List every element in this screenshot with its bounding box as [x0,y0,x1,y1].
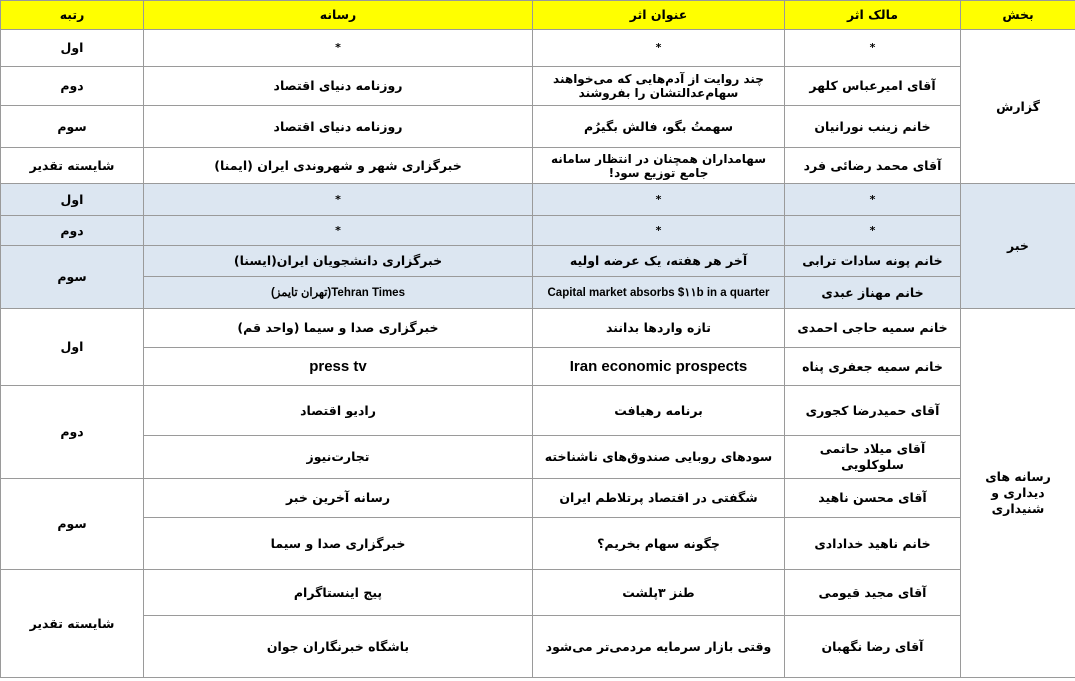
owner-cell: خانم پونه سادات ترابی [785,246,961,277]
owner-cell: خانم زینب نورانیان [785,106,961,148]
title-cell: سهامداران همچنان در انتظار سامانه جامع توزیع سود! [533,148,785,184]
title-cell: سودهای روبایی صندوق‌های ناشناخته [533,436,785,479]
title-cell: چند روایت از آدم‌هایی که می‌خواهند سهام‌عدالتشان را بفروشند [533,67,785,106]
table-row [1,246,1075,277]
title-cell: شگفتی در اقتصاد پرتلاطم ایران [533,479,785,518]
section-cell: خبر [961,184,1075,309]
table-row [1,479,1075,518]
rank-cell: اول [1,184,144,216]
header-title: عنوان اثر [533,1,785,30]
media-cell: روزنامه دنیای اقتصاد [144,67,533,106]
media-cell: پیج اینستاگرام [144,570,533,616]
media-cell: * [144,216,533,246]
header-owner: مالک اثر [785,1,961,30]
owner-cell: * [785,184,961,216]
media-cell: رادیو اقتصاد [144,386,533,436]
table-row [1,348,1075,386]
header-row [1,1,1075,30]
header-section: بخش [961,1,1075,30]
rank-cell: شایسته تقدیر [1,148,144,184]
owner-cell: آقای رضا نگهبان [785,616,961,678]
table-row [1,386,1075,436]
media-cell: press tv [144,348,533,386]
rank-cell: سوم [1,106,144,148]
rank-cell: شایسته تقدیر [1,570,144,678]
media-cell: خبرگزاری صدا و سیما (واحد قم) [144,309,533,348]
owner-cell: خانم سمیه حاجی احمدی [785,309,961,348]
table-row [1,277,1075,309]
table-row [1,184,1075,216]
section-cell: گزارش [961,30,1075,184]
header-rank: رتبه [1,1,144,30]
title-cell: تازه واردها بدانند [533,309,785,348]
table-row [1,570,1075,616]
title-cell: Capital market absorbs $۱۱b in a quarter [533,277,785,309]
owner-cell: آقای حمیدرضا کجوری [785,386,961,436]
owner-cell: آقای مجید قیومی [785,570,961,616]
table-row [1,309,1075,348]
media-cell: Tehran Times(تهران تایمز) [144,277,533,309]
title-cell: * [533,216,785,246]
rank-cell: سوم [1,479,144,570]
media-cell: روزنامه دنیای اقتصاد [144,106,533,148]
title-cell: Iran economic prospects [533,348,785,386]
rank-cell: دوم [1,386,144,479]
title-cell: برنامه رهیافت [533,386,785,436]
table-row [1,106,1075,148]
media-cell: * [144,184,533,216]
media-cell: خبرگزاری صدا و سیما [144,518,533,570]
table-row [1,518,1075,570]
title-cell: * [533,184,785,216]
owner-cell: خانم سمیه جعفری پناه [785,348,961,386]
table-row [1,616,1075,678]
owner-cell: خانم مهناز عبدی [785,277,961,309]
header-media: رسانه [144,1,533,30]
owner-cell: آقای محسن ناهید [785,479,961,518]
title-cell: سهمتُ بگو، فالش بگیرُم [533,106,785,148]
media-cell: * [144,30,533,67]
title-cell: آخر هر هفته، یک عرضه اولیه [533,246,785,277]
rank-cell: اول [1,309,144,386]
table-row [1,67,1075,106]
rank-cell: دوم [1,67,144,106]
title-cell: وقتی بازار سرمایه مردمی‌تر می‌شود [533,616,785,678]
table-row [1,30,1075,67]
media-cell: خبرگزاری دانشجویان ایران(ایسنا) [144,246,533,277]
title-cell: چگونه سهام بخریم؟ [533,518,785,570]
title-cell: * [533,30,785,67]
section-cell: رسانه های دیداری و شنیداری [961,309,1075,678]
owner-cell: آقای امیرعباس کلهر [785,67,961,106]
owner-cell: آقای محمد رضائی فرد [785,148,961,184]
media-cell: رسانه آخرین خبر [144,479,533,518]
rank-cell: سوم [1,246,144,309]
rank-cell: دوم [1,216,144,246]
title-cell: طنز ۳پلشت [533,570,785,616]
owner-cell: * [785,216,961,246]
table-row [1,148,1075,184]
table-row [1,216,1075,246]
owner-cell: خانم ناهید خدادادی [785,518,961,570]
owner-cell: * [785,30,961,67]
table-row [1,436,1075,479]
media-cell: خبرگزاری شهر و شهروندی ایران (ایمنا) [144,148,533,184]
owner-cell: آقای میلاد حاتمی سلوکلویی [785,436,961,479]
media-cell: تجارت‌نیوز [144,436,533,479]
rank-cell: اول [1,30,144,67]
media-cell: باشگاه خبرنگاران جوان [144,616,533,678]
